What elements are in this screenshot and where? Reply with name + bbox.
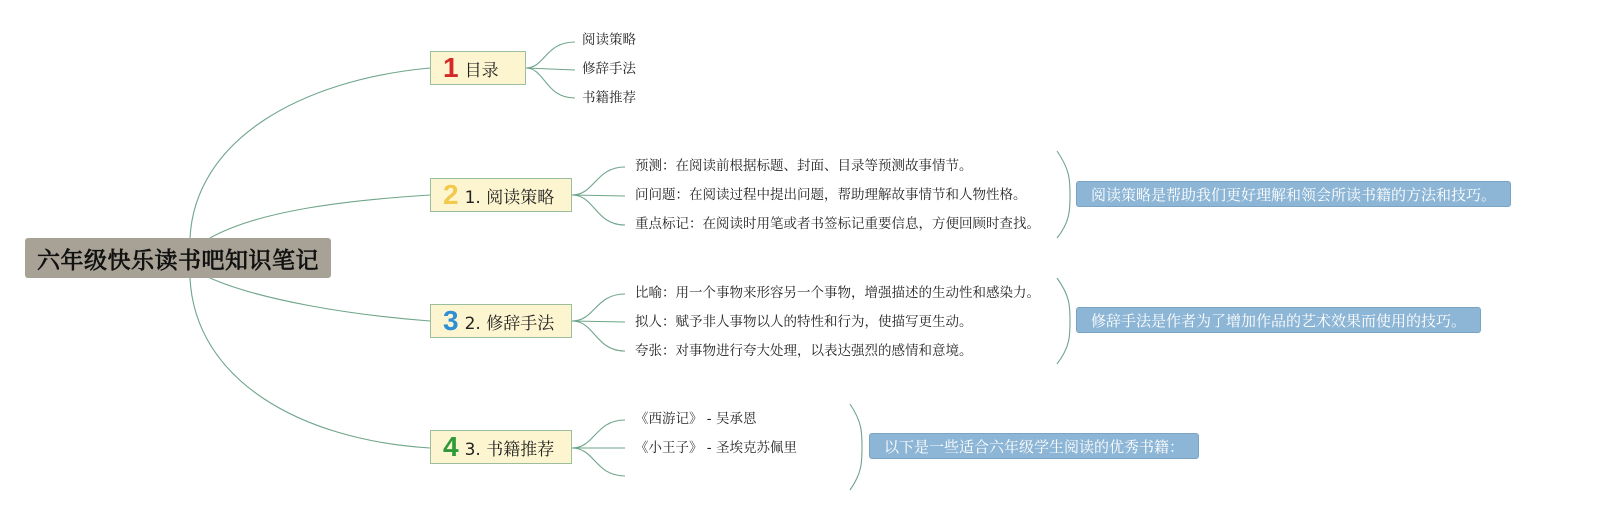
topic-4-child-line [572,448,625,476]
root-title: 六年级快乐读书吧知识笔记 [37,247,319,274]
topic-label: 目录 [464,60,499,81]
priority-1-icon: 1 [443,52,459,83]
topic-label: 1. 阅读策略 [464,187,555,208]
subtopic[interactable]: 比喻：用一个事物来形容另一个事物，增强描述的生动性和感染力。 [635,285,1040,301]
topic-contents[interactable] [430,51,526,85]
root-to-topic-4-line [190,278,430,448]
root-topic[interactable] [25,238,331,278]
priority-4-icon: 4 [443,431,459,462]
subtopic[interactable]: 《小王子》 - 圣埃克苏佩里 [635,440,797,456]
root-to-topic-3-line [210,278,430,321]
summary-brace-2 [1057,151,1070,238]
summary-text: 以下是一些适合六年级学生阅读的优秀书籍： [884,437,1185,456]
subtopic[interactable]: 问问题：在阅读过程中提出问题，帮助理解故事情节和人物性格。 [635,187,1027,203]
topic-3-child-line [572,321,625,351]
topic-1-child-line [526,42,575,68]
subtopic[interactable]: 夸张：对事物进行夸大处理，以表达强烈的感情和意境。 [635,343,973,359]
topic-3-child-line [572,294,625,321]
root-to-topic-1-line [190,68,430,238]
topic-label: 3. 书籍推荐 [464,439,555,460]
subtopic[interactable]: 重点标记：在阅读时用笔或者书签标记重要信息，方便回顾时查找。 [635,216,1040,232]
topic-1-child-line [526,68,575,98]
subtopic[interactable]: 《西游记》 - 吴承恩 [635,411,757,427]
subtopic[interactable]: 拟人：赋予非人事物以人的特性和行为，使描写更生动。 [635,314,973,330]
subtopic[interactable]: 书籍推荐 [582,90,636,106]
topic-label: 2. 修辞手法 [464,313,555,334]
topic-2-child-line [572,195,625,225]
priority-2-icon: 2 [443,179,459,210]
summary-text: 修辞手法是作者为了增加作品的艺术效果而使用的技巧。 [1091,311,1467,330]
summary-book-recommendations[interactable] [869,433,1199,459]
subtopic[interactable]: 预测：在阅读前根据标题、封面、目录等预测故事情节。 [635,158,973,174]
summary-rhetoric[interactable] [1076,307,1481,333]
topic-reading-strategy[interactable] [430,178,572,212]
summary-reading-strategy[interactable] [1076,181,1511,207]
priority-3-icon: 3 [443,305,459,336]
topic-2-child-line [572,167,625,195]
topic-4-child-line [572,420,625,448]
subtopic[interactable]: 修辞手法 [582,61,636,77]
root-to-topic-2-line [210,195,430,238]
summary-text: 阅读策略是帮助我们更好理解和领会所读书籍的方法和技巧。 [1091,185,1497,204]
summary-brace-4 [850,404,862,490]
topic-book-recommendations[interactable] [430,430,572,464]
topic-rhetoric[interactable] [430,304,572,338]
subtopic[interactable]: 阅读策略 [582,32,636,48]
summary-brace-3 [1057,278,1070,364]
